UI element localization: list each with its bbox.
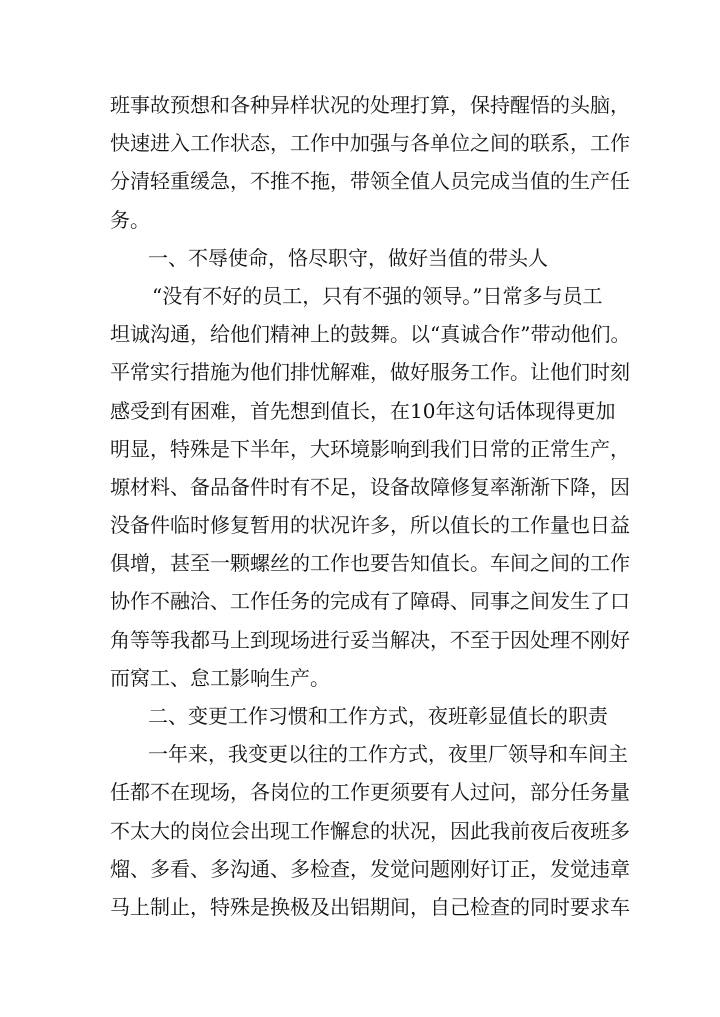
paragraph-line: 务。 bbox=[110, 207, 150, 232]
paragraph-line: 而窝工、怠工影响生产。 bbox=[110, 665, 330, 690]
document-body bbox=[110, 86, 630, 926]
paragraph-line: 感受到有困难，首先想到值长，在10年这句话体现得更加 bbox=[110, 398, 616, 423]
paragraph-line: 一年来，我变更以往的工作方式，夜里厂领导和车间主 bbox=[148, 742, 628, 767]
paragraph-line: 俱增，甚至一颗螺丝的工作也要告知值长。车间之间的工作 bbox=[110, 551, 630, 576]
paragraph-line: 马上制止，特殊是换极及出铝期间，自己检查的同时要求车 bbox=[110, 894, 630, 919]
paragraph-line: 快速进入工作状态，工作中加强与各单位之间的联系，工作 bbox=[110, 131, 630, 156]
paragraph-line: 协作不融洽、工作任务的完成有了障碍、同事之间发生了口 bbox=[110, 589, 630, 614]
section-heading-1: 一、不辱使命，恪尽职守，做好当值的带头人 bbox=[148, 245, 548, 270]
paragraph-line: 坦诚沟通，给他们精神上的鼓舞。以“真诚合作”带动他们。 bbox=[110, 322, 631, 347]
paragraph-line: 角等等我都马上到现场进行妥当解决，不至于因处理不刚好 bbox=[110, 627, 630, 652]
paragraph-line: 熘、多看、多沟通、多检查，发觉问题刚好订正，发觉违章 bbox=[110, 856, 630, 881]
paragraph-line: 任都不在现场，各岗位的工作更须要有人过问，部分任务量 bbox=[110, 780, 630, 805]
paragraph-line: 班事故预想和各种异样状况的处理打算，保持醒悟的头脑， bbox=[110, 93, 630, 117]
paragraph-line: 塬材料、备品备件时有不足，设备故障修复率渐渐下降，因 bbox=[110, 474, 630, 499]
paragraph-line: 明显，特殊是下半年，大环境影响到我们日常的正常生产， bbox=[110, 436, 630, 461]
paragraph-line: 不太大的岗位会出现工作懈怠的状况，因此我前夜后夜班多 bbox=[110, 818, 630, 843]
paragraph-line: 分清轻重缓急，不推不拖，带领全值人员完成当值的生产任 bbox=[110, 169, 630, 194]
paragraph-line: 平常实行措施为他们排忧解难，做好服务工作。让他们时刻 bbox=[110, 360, 630, 385]
paragraph-line: 没备件临时修复暂用的状况许多，所以值长的工作量也日益 bbox=[110, 513, 630, 538]
section-heading-2: 二、变更工作习惯和工作方式，夜班彰显值长的职责 bbox=[148, 704, 608, 728]
paragraph-line: “没有不好的员工，只有不强的领导。”日常多与员工 bbox=[152, 283, 603, 308]
